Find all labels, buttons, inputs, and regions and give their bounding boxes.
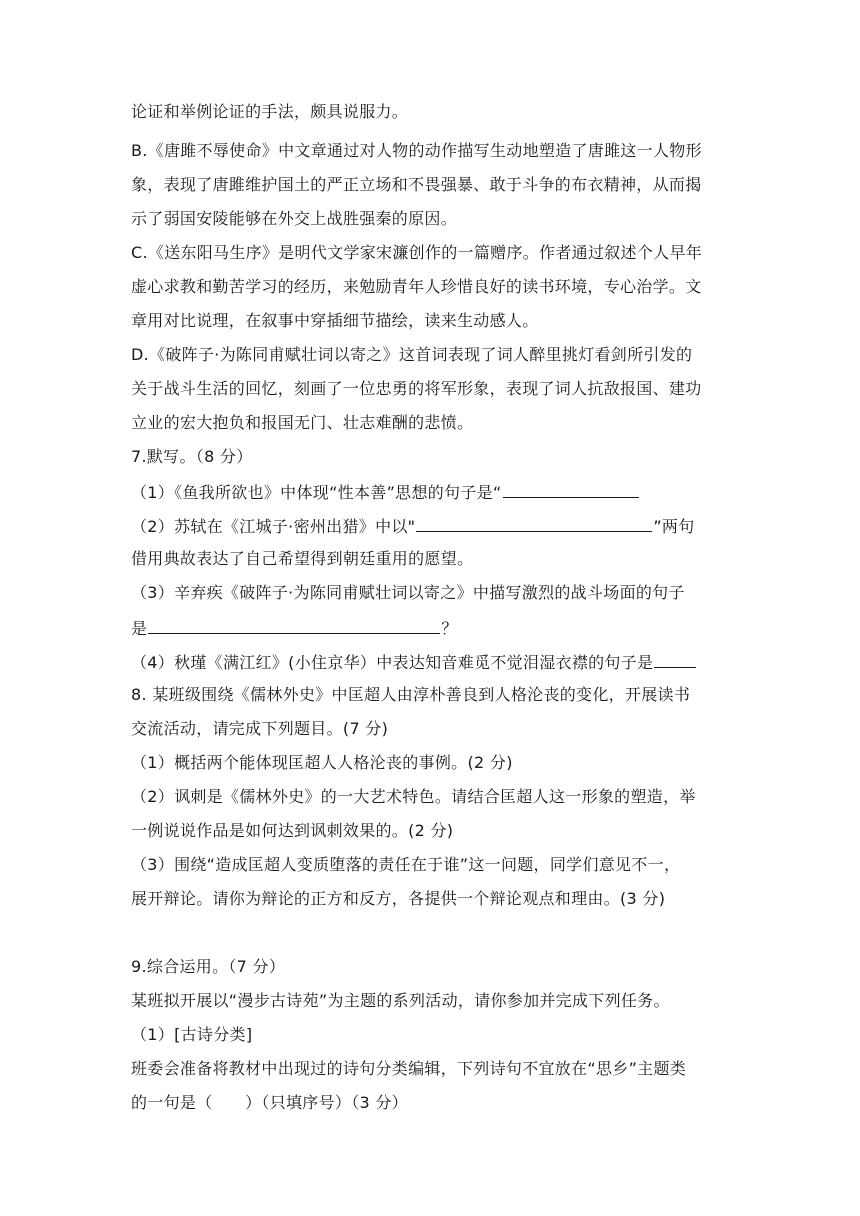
question-7-3-prefix: 是: [131, 619, 148, 638]
text-line: 论证和举例论证的手法，颇具说服力。: [131, 102, 409, 121]
text-line: 的一句是（ ）（只填序号）（3 分）: [131, 1093, 408, 1112]
text-line: 章用对比说理，在叙事中穿插细节描绘，读来生动感人。: [131, 311, 539, 330]
question-8-heading: 8. 某班级围绕《儒林外史》中匡超人由淳朴善良到人格沦丧的变化，开展读书: [131, 685, 691, 704]
option-d-line: D.《破阵子·为陈同甫赋壮词以寄之》这首词表现了词人醉里挑灯看剑所引发的: [131, 345, 693, 364]
text-line: 象，表现了唐雎维护国土的严正立场和不畏强暴、敢于斗争的布衣精神，从而揭: [131, 175, 702, 194]
question-7-3-answer-line: [131, 617, 731, 639]
text-line: 某班拟开展以“漫步古诗苑”为主题的系列活动，请你参加并完成下列任务。: [131, 991, 670, 1010]
answer-blank[interactable]: [503, 481, 639, 498]
option-b-line: B.《唐雎不辱使命》中文章通过对人物的动作描写生动地塑造了唐雎这一人物形: [131, 141, 702, 160]
question-7-4-text: （4）秋瑾《满江红》(小住京华）中表达知音难觅不觉泪湿衣襟的句子是: [131, 653, 654, 672]
question-8-1: （1）概括两个能体现匡超人人格沦丧的事例。(2 分): [131, 753, 513, 772]
text-line: 借用典故表达了自己希望得到朝廷重用的愿望。: [131, 549, 474, 568]
question-7-3-tail: ？: [441, 619, 458, 638]
question-8-3: （3）围绕“造成匡超人变质堕落的责任在于谁”这一问题，同学们意见不一，: [131, 855, 681, 874]
question-7-2-tail: ”两句: [653, 517, 695, 536]
text-line: 立业的宏大抱负和报国无门、壮志难酬的悲愤。: [131, 413, 474, 432]
answer-blank[interactable]: [416, 515, 652, 532]
answer-blank[interactable]: [148, 617, 440, 634]
text-line: 一例说说作品是如何达到讽刺效果的。(2 分): [131, 821, 454, 840]
text-line: 关于战斗生活的回忆，刻画了一位忠勇的将军形象，表现了词人抗敌报国、建功: [131, 379, 702, 398]
question-7-1: [131, 481, 731, 503]
text-line: 示了弱国安陵能够在外交上战胜强秦的原因。: [131, 209, 458, 228]
question-9-heading: 9.综合运用。（7 分）: [131, 957, 286, 976]
question-7-2: [131, 515, 731, 537]
option-c-line: C.《送东阳马生序》是明代文学家宋濂创作的一篇赠序。作者通过叙述个人早年: [131, 243, 703, 262]
question-9-1: （1）[古诗分类]: [131, 1025, 253, 1044]
text-line: 班委会准备将教材中出现过的诗句分类编辑，下列诗句不宜放在“思乡”主题类: [131, 1059, 687, 1078]
text-line: 虚心求教和勤苦学习的经历，来勉励青年人珍惜良好的读书环境，专心治学。文: [131, 277, 702, 296]
question-7-4: [131, 651, 731, 673]
question-7-2-text: （2）苏轼在《江城子·密州出猎》中以": [131, 517, 416, 536]
question-7-1-text: （1）《鱼我所欲也》中体现“性本善”思想的句子是“: [131, 483, 502, 502]
text-line: 交流活动，请完成下列题目。(7 分): [131, 719, 389, 738]
question-7-heading: 7.默写。（8 分）: [131, 447, 253, 466]
answer-blank[interactable]: [654, 651, 696, 668]
text-line: 展开辩论。请你为辩论的正方和反方，各提供一个辩论观点和理由。(3 分): [131, 889, 666, 908]
question-8-2: （2）讽刺是《儒林外史》的一大艺术特色。请结合匡超人这一形象的塑造，举: [131, 787, 696, 806]
question-7-3: （3）辛弃疾《破阵子·为陈同甫赋壮词以寄之》中描写激烈的战斗场面的句子: [131, 583, 685, 602]
